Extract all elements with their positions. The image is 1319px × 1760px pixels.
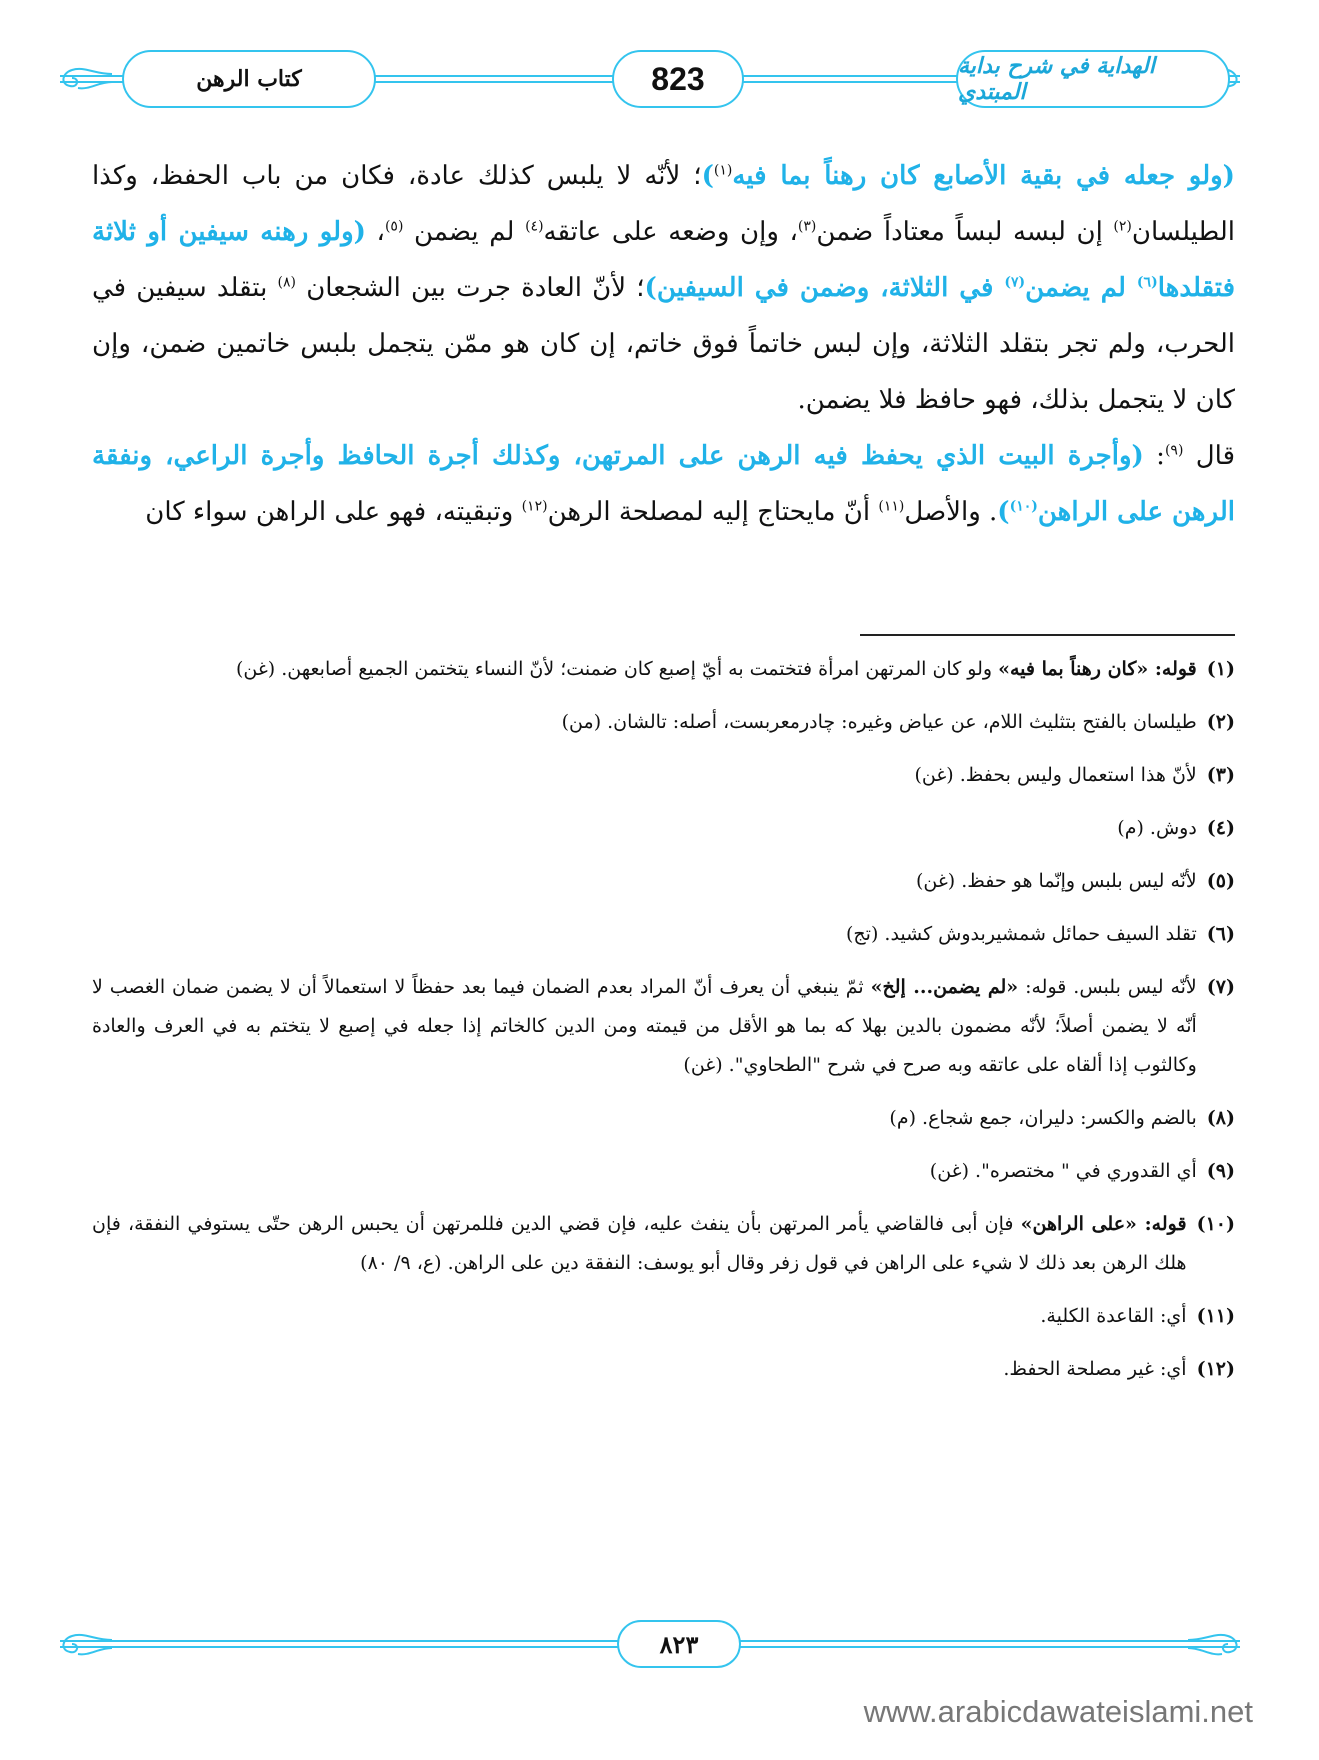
- footnote-quote: «كان رهناً بما فيه»: [998, 658, 1149, 680]
- ornament-icon: [54, 64, 114, 92]
- page-header: [60, 46, 1240, 110]
- footnote-number: (٥): [1206, 870, 1235, 892]
- footnote-body: ولو كان المرتهن امرأة فتختمت به أيّ إصبع كان ضمنت؛ لأنّ النساء يتختمن الجميع أصابعهن. (غن): [235, 658, 999, 680]
- footnote-body: ثمّ ينبغي أن يعرف أنّ المراد بعدم الضمان فيما بعد حفظاً لا استعمالاً أن لا يضمن ضمان الغصب لا أنّه لا يضمن أصلاً؛ لأنّه مضمون بالدين بهلا كه بما هو الأقل من قيمته ومن الدين كالخاتم إذا جعله في إصبع لا يتختم به في العرف والعادة وكالثوب إذا ألقاه على عاتقه وبه صرح في شرح "الطحاوي". (غن): [92, 976, 1197, 1076]
- page-number: 823: [612, 50, 744, 108]
- matn-text: في الثلاثة، وضمن في السيفين): [644, 273, 1005, 303]
- footnote-body: فإن أبى فالقاضي يأمر المرتهن بأن ينفث عليه، فإن قضي الدين فللمرتهن أن يحبس الرهن حتّى يستوفي النفقة، فإن هلك الرهن بعد ذلك لا شيء على الراهن في قول زفر وقال أبو يوسف: النفقة دين على الراهن. (ع، ٩/ ٨٠): [92, 1213, 1187, 1274]
- footnote: [92, 756, 1235, 795]
- footnote-number: (١٢): [1196, 1358, 1235, 1380]
- commentary-text: أنّ مايحتاج إليه لمصلحة الرهن: [547, 497, 879, 527]
- footnote-text: [92, 968, 1197, 1085]
- matn-text: (ولو جعله في بقية الأصابع كان رهناً بما فيه: [732, 161, 1235, 191]
- footnote-number: (٤): [1206, 817, 1235, 839]
- matn-text: ): [997, 497, 1010, 527]
- footer-page-number: ٨٢٣: [617, 1620, 741, 1668]
- footnote-lead: قوله:: [1148, 658, 1197, 680]
- footnote-number: (٢): [1206, 711, 1235, 733]
- footnote-lead: لأنّه ليس بلبس. قوله:: [1018, 976, 1197, 998]
- footnote-text: [92, 1099, 1197, 1138]
- footnote-text: [92, 1350, 1187, 1389]
- website-watermark: www.arabicdawateislami.net: [863, 1694, 1253, 1729]
- footnote-text: [92, 862, 1197, 901]
- footnote: [92, 650, 1235, 689]
- footnote-ref: (٦): [1136, 274, 1158, 291]
- footnote-text: [92, 1205, 1187, 1283]
- footnote: [92, 809, 1235, 848]
- footnote-ref: (٤): [525, 218, 544, 235]
- footnote-body: أي القدوري في " مختصره". (غن): [929, 1160, 1197, 1182]
- footnote-text: [92, 1297, 1187, 1336]
- footnote-ref: (١): [713, 162, 733, 179]
- footnote-ref: (٩): [1164, 442, 1184, 459]
- paragraph: [92, 148, 1235, 428]
- paragraph: [92, 428, 1235, 540]
- footnote: [92, 703, 1235, 742]
- footnote-body: لأنّ هذا استعمال وليس بحفظ. (غن): [914, 764, 1197, 786]
- footnote-body: لأنّه ليس بلبس وإنّما هو حفظ. (غن): [915, 870, 1197, 892]
- footnote-ref: (٧): [1004, 274, 1026, 291]
- footnote-text: [92, 1152, 1197, 1191]
- matn-text: (ولو رهنه سيفين أو ثلاثة فتقلدها: [92, 217, 1236, 303]
- footnote-quote: «على الراهن»: [1020, 1213, 1137, 1235]
- footnote-divider: [860, 634, 1235, 636]
- commentary-text: لم يضمن: [403, 217, 526, 247]
- commentary-text: ؛ لأنّه لا يلبس كذلك عادة، فكان من باب الحفظ، وكذا الطيلسان: [92, 161, 1235, 247]
- matn-text: ): [701, 161, 714, 191]
- footnote-number: (١): [1206, 658, 1235, 680]
- footnote-body: بالضم والكسر: دليران، جمع شجاع. (م): [889, 1107, 1197, 1129]
- footnote-text: [92, 756, 1197, 795]
- footnote-ref: (٣): [797, 218, 817, 235]
- footnote-body: دوش. (م): [1117, 817, 1197, 839]
- footnote-number: (٣): [1206, 764, 1235, 786]
- footnote-number: (٩): [1206, 1160, 1235, 1182]
- footnote-number: (١٠): [1196, 1213, 1235, 1235]
- footnotes: [92, 650, 1235, 1403]
- footnote-ref: (٢): [1113, 218, 1132, 235]
- footnote-number: (٦): [1206, 923, 1235, 945]
- footnote-ref: (١٢): [521, 498, 548, 515]
- ornament-icon: [54, 1630, 114, 1658]
- commentary-text: قال: [1183, 441, 1236, 471]
- footnote-quote: «لم يضمن... إلخ»: [870, 976, 1019, 998]
- footnote: [92, 1205, 1235, 1283]
- matn-text: لم يضمن: [1025, 273, 1137, 303]
- footnote-text: [92, 809, 1197, 848]
- footnote-body: تقلد السيف حمائل شمشيربدوش كشيد. (تج): [845, 923, 1197, 945]
- footnote-lead: قوله:: [1136, 1213, 1187, 1235]
- footnote: [92, 968, 1235, 1085]
- footnote: [92, 915, 1235, 954]
- footnote: [92, 862, 1235, 901]
- footnote-ref: (١٠): [1009, 498, 1038, 515]
- footnote-number: (٧): [1206, 976, 1235, 998]
- commentary-text: . والأصل: [904, 497, 998, 527]
- footnote: [92, 1297, 1235, 1336]
- footnote-text: [92, 703, 1197, 742]
- ornament-icon: [1186, 1630, 1246, 1658]
- footnote-text: [92, 650, 1197, 689]
- footnote-number: (١١): [1196, 1305, 1235, 1327]
- page-footer: [60, 1620, 1240, 1674]
- footnote: [92, 1152, 1235, 1191]
- commentary-text: بتقلد سيفين في الحرب، ولم تجر بتقلد الثلاثة، وإن لبس خاتماً فوق خاتم، إن كان هو ممّن يتجمل بلبس خاتمين ضمن، وإن كان لا يتجمل بذلك، فهو حافظ فلا يضمن.: [92, 273, 1235, 415]
- chapter-title: كتاب الرهن: [122, 50, 376, 108]
- footnote-body: طيلسان بالفتح بتثليث اللام، عن عياض وغيره: چادرمعربست، أصله: تالشان. (من): [561, 711, 1197, 733]
- footnote: [92, 1099, 1235, 1138]
- footnote-ref: (٨): [277, 274, 297, 291]
- footnote-ref: (٥): [384, 218, 404, 235]
- commentary-text: ؛ لأنّ العادة جرت بين الشجعان: [296, 273, 645, 303]
- footnote-text: [92, 915, 1197, 954]
- commentary-text: ،: [365, 217, 385, 247]
- footnote-number: (٨): [1206, 1107, 1235, 1129]
- footnote: [92, 1350, 1235, 1389]
- footnote-ref: (١١): [878, 498, 905, 515]
- book-title: الهداية في شرح بداية المبتدي: [956, 50, 1230, 108]
- commentary-text: وتبقيته، فهو على الراهن سواء كان: [145, 497, 522, 527]
- matn-text: (وأجرة البيت الذي يحفظ فيه الرهن على المرتهن، وكذلك أجرة الحافظ وأجرة الراعي، ونفقة الرهن على الراهن: [92, 441, 1235, 527]
- footnote-body: أي: القاعدة الكلية.: [1040, 1305, 1187, 1327]
- commentary-text: :: [1143, 441, 1165, 471]
- footnote-body: أي: غير مصلحة الحفظ.: [1003, 1358, 1187, 1380]
- main-text: [92, 148, 1235, 540]
- commentary-text: إن لبسه لبساً معتاداً ضمن: [816, 217, 1114, 247]
- commentary-text: ، وإن وضعه على عاتقه: [543, 217, 798, 247]
